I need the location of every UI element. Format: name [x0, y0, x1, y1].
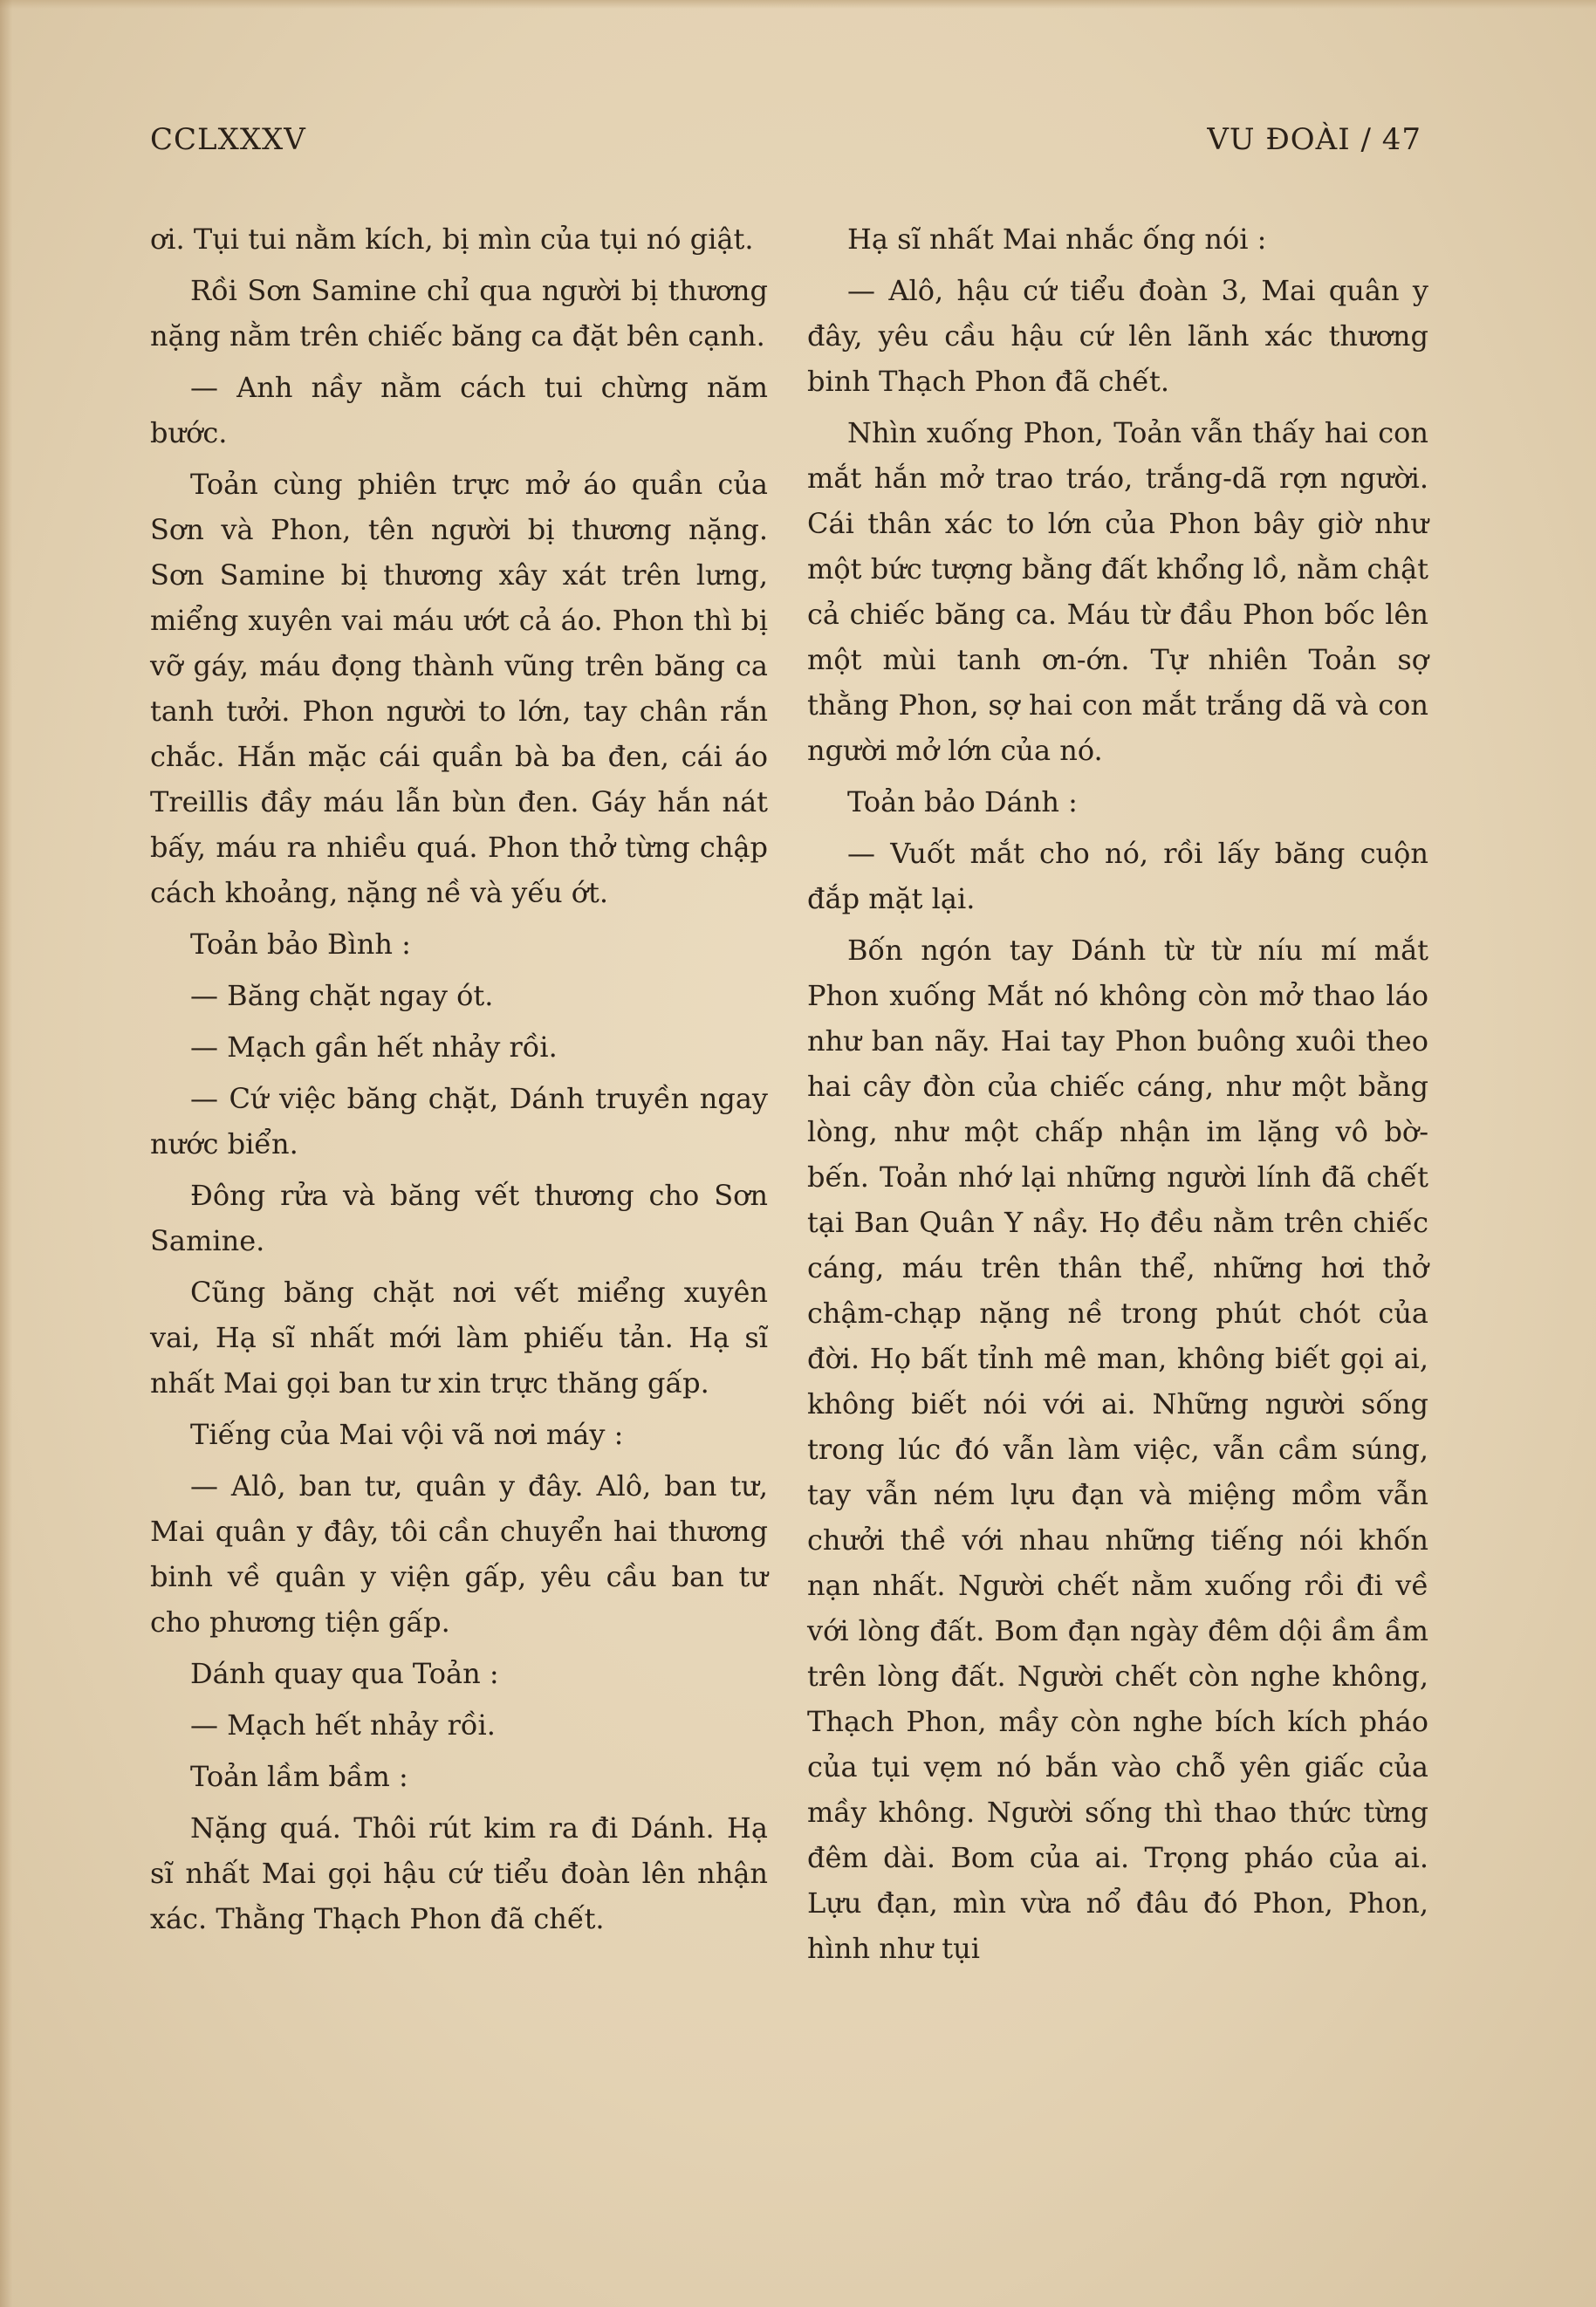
page-header	[150, 122, 1421, 166]
paragraph: Rồi Sơn Samine chỉ qua người bị thương nặng nằm trên chiếc băng ca đặt bên cạnh.	[150, 274, 768, 353]
paragraph: — Mạch hết nhảy rồi.	[190, 1708, 496, 1742]
paragraph: Dánh quay qua Toản :	[190, 1657, 499, 1690]
page-top-edge	[0, 0, 1596, 9]
paragraph: Bốn ngón tay Dánh từ từ níu mí mắt Phon xuống Mắt nó không còn mở thao láo như ban nãy. Hai tay Phon buông xuôi theo hai cây đòn của chiếc cáng, như một bằng lòng, như một chấp nhận im lặng vô bờ-bến. Toản nhớ lại những người lính đã chết tại Ban Quân Y nầy. Họ đều nằm trên chiếc cáng, máu trên thân thể, những hơi thở chậm-chạp nặng nề trong phút chót của đời. Họ bất tỉnh mê man, không biết gọi ai, không biết nói với ai. Những người sống trong lúc đó vẫn làm việc, vẫn cầm súng, tay vẫn ném lựu đạn và miệng mồm vẫn chưởi thề với nhau những tiếng nói khốn nạn nhất. Người chết nằm xuống rồi đi về với lòng đất. Bom đạn ngày đêm dội ầm ầm trên lòng đất. Người chết còn nghe không, Thạch Phon, mầy còn nghe bích kích pháo của tụi vẹm nó bắn vào chỗ yên giấc của mầy không. Người sống thì thao thức từng đêm dài. Bom của ai. Trọng pháo của ai. Lựu đạn, mìn vừa nổ đâu đó Phon, Phon, hình như tụi	[807, 934, 1428, 1965]
paragraph: Hạ sĩ nhất Mai nhắc ống nói :	[847, 222, 1267, 256]
left-column	[150, 216, 768, 1948]
paragraph: Đông rửa và băng vết thương cho Sơn Samine.	[150, 1179, 768, 1257]
paragraph: Toản cùng phiên trực mở áo quần của Sơn và Phon, tên người bị thương nặng. Sơn Samine bị thương xây xát trên lưng, miểng xuyên vai máu ướt cả áo. Phon thì bị vỡ gáy, máu đọng thành vũng trên băng ca tanh tưởi. Phon người to lớn, tay chân rắn chắc. Hắn mặc cái quần bà ba đen, cái áo Treillis đầy máu lẫn bùn đen. Gáy hắn nát bấy, máu ra nhiều quá. Phon thở từng chập cách khoảng, nặng nề và yếu ớt.	[150, 468, 768, 909]
paragraph: Nhìn xuống Phon, Toản vẫn thấy hai con mắt hắn mở trao tráo, trắng-dã rợn người. Cái thân xác to lớn của Phon bây giờ như một bức tượng bằng đất khổng lồ, nằm chật cả chiếc băng ca. Máu từ đầu Phon bốc lên một mùi tanh ơn-ớn. Tự nhiên Toản sợ thằng Phon, sợ hai con mắt trắng dã và con người mở lớn của nó.	[807, 416, 1428, 767]
paragraph: — Alô, hậu cứ tiểu đoàn 3, Mai quân y đây, yêu cầu hậu cứ lên lãnh xác thương binh Thạch Phon đã chết.	[807, 274, 1428, 398]
paragraph: Toản bảo Dánh :	[847, 785, 1078, 818]
paragraph: Cũng băng chặt nơi vết miểng xuyên vai, Hạ sĩ nhất mới làm phiếu tản. Hạ sĩ nhất Mai gọi ban tư xin trực thăng gấp.	[150, 1276, 768, 1400]
section-number: CCLXXXV	[150, 122, 306, 157]
paragraph: Toản bảo Bình :	[190, 928, 411, 961]
paragraph: ơi. Tụi tui nằm kích, bị mìn của tụi nó giật.	[150, 222, 754, 256]
paragraph: — Anh nầy nằm cách tui chừng năm bước.	[150, 371, 768, 449]
page-left-shadow	[0, 0, 12, 2307]
paragraph: — Alô, ban tư, quân y đây. Alô, ban tư, Mai quân y đây, tôi cần chuyển hai thương binh về quân y viện gấp, yêu cầu ban tư cho phương tiện gấp.	[150, 1469, 768, 1639]
right-column	[807, 216, 1428, 1977]
paragraph: — Băng chặt ngay ót.	[190, 979, 494, 1012]
paragraph: Toản lầm bầm :	[190, 1760, 408, 1793]
paragraph: Tiếng của Mai vội vã nơi máy :	[190, 1418, 624, 1451]
paragraph: — Vuốt mắt cho nó, rồi lấy băng cuộn đắp mặt lại.	[807, 837, 1428, 915]
paragraph: — Cứ việc băng chặt, Dánh truyền ngay nước biển.	[150, 1082, 768, 1160]
paragraph: — Mạch gần hết nhảy rồi.	[190, 1030, 558, 1064]
page-title-and-number: VU ĐOÀI / 47	[1207, 122, 1421, 157]
paragraph: Nặng quá. Thôi rút kim ra đi Dánh. Hạ sĩ nhất Mai gọi hậu cứ tiểu đoàn lên nhận xác. Thằng Thạch Phon đã chết.	[150, 1811, 768, 1935]
